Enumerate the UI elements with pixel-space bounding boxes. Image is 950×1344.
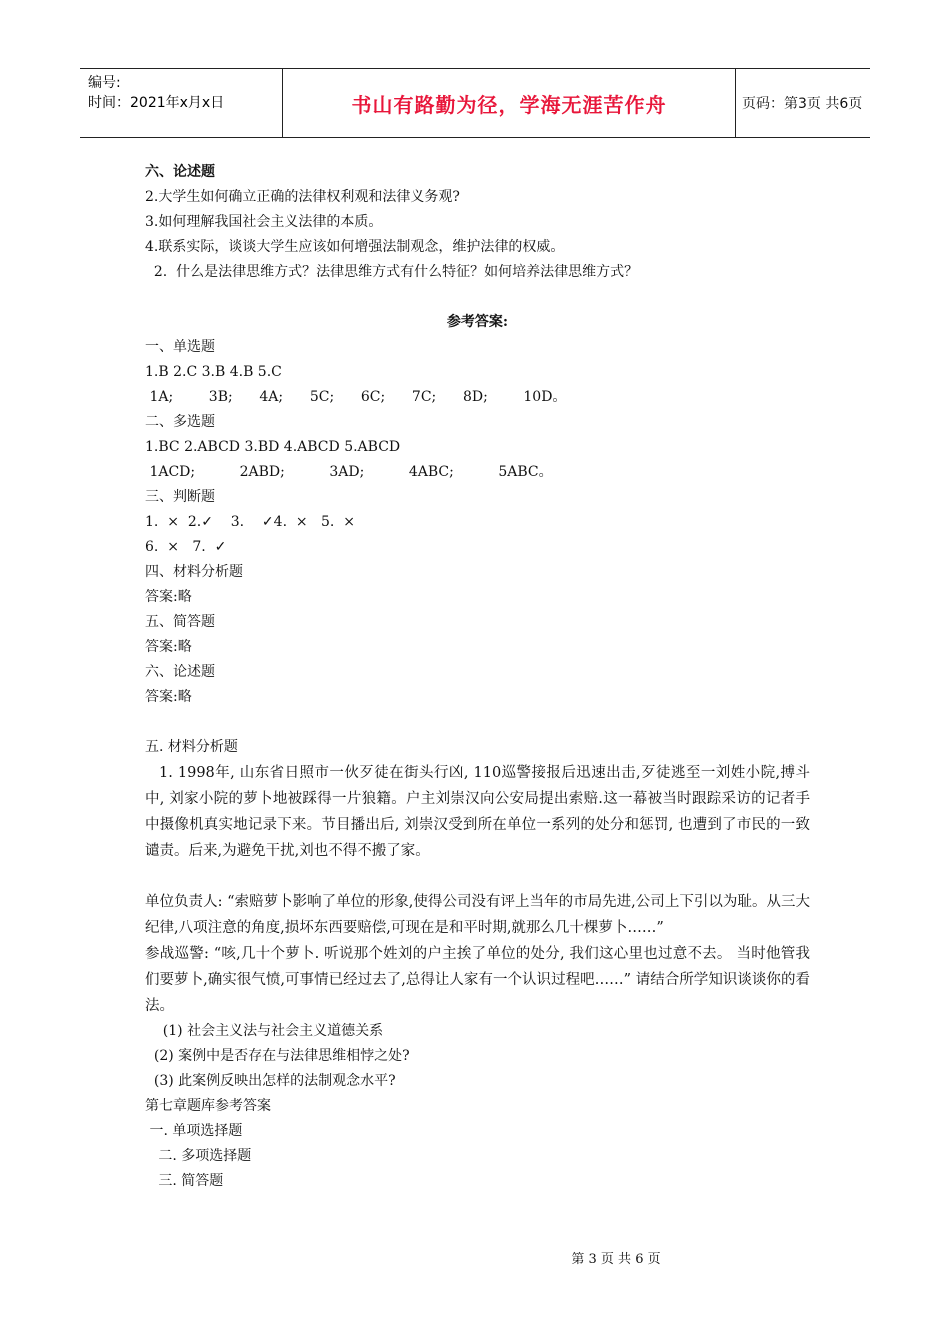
- header-motto: 书山有路勤为径，学海无涯苦作舟: [351, 92, 667, 117]
- document-number-label: 编号:: [88, 75, 121, 91]
- essay-question-4: 4.联系实际，谈谈大学生应该如何增强法制观念，维护法律的权威。: [145, 239, 565, 255]
- answer-line: 1.B 2.C 3.B 4.B 5.C: [145, 364, 282, 380]
- document-time-label: 时间：2021年x月x日: [88, 95, 225, 111]
- chapter-item: 二. 多项选择题: [145, 1148, 252, 1164]
- essay-question-2: 2.大学生如何确立正确的法律权利观和法律义务观?: [145, 189, 460, 205]
- chapter-title: 第七章题库参考答案: [145, 1098, 271, 1114]
- essay-question-extra: 2. 什么是法律思维方式？法律思维方式有什么特征？如何培养法律思维方式？: [145, 264, 639, 280]
- question-item: (2) 案例中是否存在与法律思维相悖之处?: [145, 1048, 410, 1064]
- page-footer: [0, 1248, 950, 1267]
- question-item: (3) 此案例反映出怎样的法制观念水平?: [145, 1073, 396, 1089]
- header-motto-cell: [282, 69, 736, 137]
- question-item: (1) 社会主义法与社会主义道德关系: [145, 1023, 384, 1039]
- document-body: [145, 160, 810, 1194]
- header-page-label: 页码：第3页 共6页: [742, 96, 863, 112]
- answer-line: 6. × 7. ✓: [145, 539, 227, 555]
- answer-line: 答案:略: [145, 589, 192, 605]
- case-paragraph: 1. 1998年, 山东省日照市一伙歹徒在街头行凶, 110巡警接报后迅速出击,歹徒逃至一刘姓小院,搏斗中, 刘家小院的萝卜地被踩得一片狼籍。户主刘崇汉向公安局提出索赔.这一幕被当时跟踪采访的记者手中摄像机真实地记录下来。节目播出后, 刘崇汉受到所在单位一系列的处分和惩罚, 也遭到了市民的一致谴责。后来,为避免干扰,刘也不得不搬了家。: [145, 765, 810, 859]
- answer-line: 答案:略: [145, 639, 192, 655]
- header-left: [88, 73, 224, 113]
- answer-line: 二、多选题: [145, 414, 215, 430]
- quote-police: 参战巡警: “咳,几十个萝卜. 听说那个姓刘的户主挨了单位的处分, 我们这心里也过意不去。 当时他管我们要萝卜,确实很气愤,可事情已经过去了,总得让人家有一个认识过程吧……” 请结合所学知识谈谈你的看法。: [145, 946, 810, 1014]
- answer-line: 1ACD; 2ABD; 3AD; 4ABC; 5ABC。: [145, 464, 553, 480]
- section-title-essay: 六、论述题: [145, 164, 215, 180]
- answer-line: 1A; 3B; 4A; 5C; 6C; 7C; 8D; 10D。: [145, 389, 567, 405]
- quote-unit-leader: 单位负责人: “索赔萝卜影响了单位的形象,使得公司没有评上当年的市局先进,公司上下引以为耻。从三大纪律,八项注意的角度,损坏东西要赔偿,可现在是和平时期,就那么几十棵萝卜……”: [145, 894, 810, 936]
- chapter-item: 三. 简答题: [145, 1173, 224, 1189]
- answer-line: 五、简答题: [145, 614, 215, 630]
- answer-line: 三、判断题: [145, 489, 215, 505]
- chapter-item: 一. 单项选择题: [145, 1123, 243, 1139]
- answer-line: 四、材料分析题: [145, 564, 243, 580]
- answer-line: 1.BC 2.ABCD 3.BD 4.ABCD 5.ABCD: [145, 439, 401, 455]
- answer-line: 1. × 2.✓ 3. ✓4. × 5. ×: [145, 514, 355, 530]
- answer-line: 六、论述题: [145, 664, 215, 680]
- essay-question-3: 3.如何理解我国社会主义法律的本质。: [145, 214, 383, 230]
- answer-line: 答案:略: [145, 689, 192, 705]
- page-number: 第 3 页 共 6 页: [571, 1252, 661, 1267]
- answer-line: 一、单选题: [145, 339, 215, 355]
- case-section-title: 五. 材料分析题: [145, 739, 238, 755]
- answers-title: 参考答案:: [446, 314, 509, 330]
- page-header: [80, 68, 870, 138]
